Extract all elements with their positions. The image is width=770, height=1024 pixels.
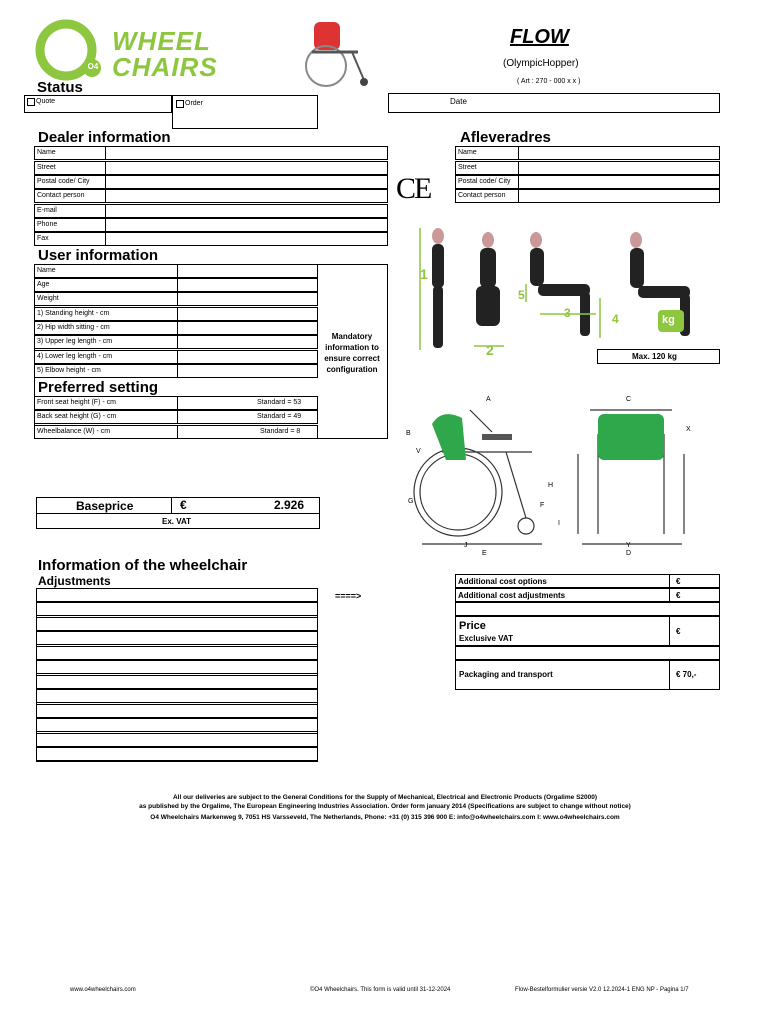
packaging-label: Packaging and transport: [459, 670, 553, 679]
date-label: Date: [450, 97, 467, 106]
user-row[interactable]: [34, 364, 318, 378]
logo-chairs: CHAIRS: [112, 52, 218, 82]
footer-conditions-1: All our deliveries are subject to the General Conditions for the Supply of Mechanical, Electrical and Electronic Products (Orgalime S2000): [172, 794, 598, 801]
user-row[interactable]: [34, 335, 318, 349]
adjustment-row[interactable]: [36, 646, 318, 660]
ce-mark: CE: [396, 172, 431, 205]
quote-label: Quote: [36, 98, 56, 105]
user-field-label: 5) Elbow height - cm: [37, 367, 101, 374]
wheelchair-diagram: [402, 394, 722, 560]
user-row[interactable]: [34, 321, 318, 335]
delivery-title: Afleveradres: [460, 129, 551, 146]
delivery-field-label: Postal code/ City: [458, 178, 511, 185]
brand-logo: [30, 18, 290, 84]
adjustment-row[interactable]: [36, 704, 318, 718]
product-photo: [298, 18, 380, 92]
user-title: User information: [38, 247, 159, 264]
adjustment-row[interactable]: [36, 747, 318, 761]
baseprice-currency: €: [180, 498, 187, 512]
delivery-row[interactable]: [455, 189, 720, 203]
weight-kg-icon: kg: [662, 314, 675, 326]
cost-adjustments-label: Additional cost adjustments: [458, 591, 566, 600]
dealer-row[interactable]: [34, 232, 388, 246]
footer-contact: O4 Wheelchairs Markenweg 9, 7051 HS Varsseveld, The Netherlands, Phone: +31 (0) 315 396 900 E: info@o4wheelchairs.com I: www.o4wheelchairs.com: [150, 814, 620, 821]
status-title: Status: [37, 79, 83, 96]
adjustment-row[interactable]: [36, 660, 318, 674]
dealer-title: Dealer information: [38, 129, 171, 146]
mandatory-note: Mandatory information to ensure correct configuration: [324, 332, 380, 374]
dim-E: E: [482, 550, 487, 557]
quote-checkbox[interactable]: [27, 98, 35, 106]
cost-row-blank: [455, 646, 720, 660]
dealer-row[interactable]: [34, 204, 388, 218]
dim-G: G: [408, 498, 414, 505]
preferred-title: Preferred setting: [38, 379, 159, 396]
preferred-label: Wheelbalance (W) - cm: [37, 428, 111, 435]
user-row[interactable]: [34, 278, 318, 292]
dim-C: C: [626, 396, 632, 403]
order-checkbox[interactable]: [176, 100, 184, 108]
user-field-label: 4) Lower leg length - cm: [37, 353, 113, 360]
dim-X: X: [686, 426, 691, 433]
preferred-standard: Standard = 53: [257, 399, 302, 406]
dealer-table: [34, 146, 388, 247]
dim-Y: Y: [626, 542, 631, 549]
dealer-row[interactable]: [34, 189, 388, 203]
footer-version: Flow-Bestelformulier versie V2.0 12.2024-1 ENG NP - Pagina 1/7: [515, 987, 689, 993]
delivery-row[interactable]: [455, 175, 720, 189]
user-field-label: 1) Standing height - cm: [37, 310, 110, 317]
baseprice-value: 2.926: [274, 498, 305, 512]
cost-row-packaging: [455, 660, 720, 690]
dim-F: F: [540, 502, 545, 509]
adjustment-row[interactable]: [36, 718, 318, 732]
dim-V: V: [416, 448, 421, 455]
adjustment-row[interactable]: [36, 675, 318, 689]
exclusive-vat-label: Exclusive VAT: [459, 634, 513, 643]
user-row[interactable]: [34, 264, 318, 278]
delivery-table: [455, 146, 720, 205]
cost-options-label: Additional cost options: [458, 577, 547, 586]
logo-mark: O4: [87, 62, 99, 71]
preferred-label: Back seat height (G) - cm: [37, 413, 117, 420]
cost-row-blank: [455, 602, 720, 616]
wheelchair-info-title: Information of the wheelchair: [38, 557, 248, 574]
price-currency: €: [676, 627, 681, 636]
user-row[interactable]: [34, 307, 318, 321]
baseprice-label: Baseprice: [76, 499, 134, 513]
delivery-row[interactable]: [455, 146, 720, 160]
delivery-field-label: Name: [458, 149, 477, 156]
price-label: Price: [459, 620, 486, 632]
dim-B: B: [406, 430, 411, 437]
dealer-field-label: Name: [37, 149, 56, 156]
preferred-row[interactable]: [34, 410, 318, 424]
preferred-row[interactable]: [34, 425, 318, 439]
measure-label-1: 1: [420, 266, 428, 282]
preferred-label: Front seat height (F) - cm: [37, 399, 116, 406]
dealer-field-label: Postal code/ City: [37, 178, 90, 185]
dealer-field-label: Contact person: [37, 192, 85, 199]
preferred-standard: Standard = 8: [260, 428, 301, 435]
product-variant: (OlympicHopper): [503, 58, 579, 69]
arrow-indicator: ====>: [335, 591, 362, 601]
footer-conditions-2: as published by the Orgalime, The European Engineering Industries Association. Order form january 2014 (Specifications are subject to change without notice): [139, 803, 631, 810]
cost-row-options: [455, 574, 720, 588]
packaging-value: € 70,-: [676, 670, 697, 679]
dealer-field-label: Fax: [37, 235, 49, 242]
dim-H: H: [548, 482, 554, 489]
user-field-label: Weight: [37, 295, 59, 302]
dealer-field-label: Phone: [37, 221, 58, 228]
cost-options-currency: €: [676, 577, 681, 586]
date-field[interactable]: [388, 93, 720, 113]
product-art: ( Art : 270 - 000 x x ): [517, 78, 581, 85]
user-field-label: 3) Upper leg length - cm: [37, 338, 113, 345]
order-label: Order: [185, 100, 203, 107]
delivery-field-label: Street: [458, 164, 477, 171]
user-field-label: Name: [37, 267, 56, 274]
delivery-row[interactable]: [455, 161, 720, 175]
dim-D: D: [626, 550, 632, 557]
dim-J: J: [464, 542, 468, 549]
adjustment-row[interactable]: [36, 617, 318, 631]
product-name: FLOW: [510, 26, 569, 48]
cost-row-adjustments: [455, 588, 720, 602]
user-field-label: Age: [37, 281, 50, 288]
dealer-field-label: E-mail: [37, 207, 57, 214]
adjustment-row[interactable]: [36, 733, 318, 747]
dim-I: I: [558, 520, 560, 527]
cost-row-price: [455, 616, 720, 646]
logo-wheel: WHEEL: [112, 26, 211, 56]
adjustment-row[interactable]: [36, 689, 318, 703]
measure-label-3: 3: [564, 306, 571, 320]
delivery-field-label: Contact person: [458, 192, 506, 199]
preferred-standard: Standard = 49: [257, 413, 302, 420]
preferred-row[interactable]: [34, 396, 318, 410]
dealer-field-label: Street: [37, 164, 56, 171]
adjustment-row[interactable]: [36, 588, 318, 602]
cost-adjustments-currency: €: [676, 591, 681, 600]
baseprice-vat: Ex. VAT: [162, 517, 192, 526]
user-field-label: 2) Hip width sitting - cm: [37, 324, 110, 331]
dealer-row[interactable]: [34, 218, 388, 232]
adjustment-row[interactable]: [36, 631, 318, 645]
body-measurement-figure: [400, 222, 722, 358]
footer-validity: ©O4 Wheelchairs. This form is valid until 31-12-2024: [310, 987, 451, 993]
max-weight-label: Max. 120 kg: [632, 352, 677, 361]
dealer-row[interactable]: [34, 161, 388, 175]
adjustments-title: Adjustments: [38, 574, 111, 588]
footer-website[interactable]: www.o4wheelchairs.com: [70, 987, 136, 993]
dealer-row[interactable]: [34, 146, 388, 160]
user-row[interactable]: [34, 292, 318, 306]
dim-A: A: [486, 396, 491, 403]
measure-label-4: 4: [612, 312, 619, 326]
measure-label-2: 2: [486, 342, 494, 358]
measure-label-5: 5: [518, 288, 525, 302]
adjustment-row[interactable]: [36, 602, 318, 616]
user-row[interactable]: [34, 350, 318, 364]
dealer-row[interactable]: [34, 175, 388, 189]
